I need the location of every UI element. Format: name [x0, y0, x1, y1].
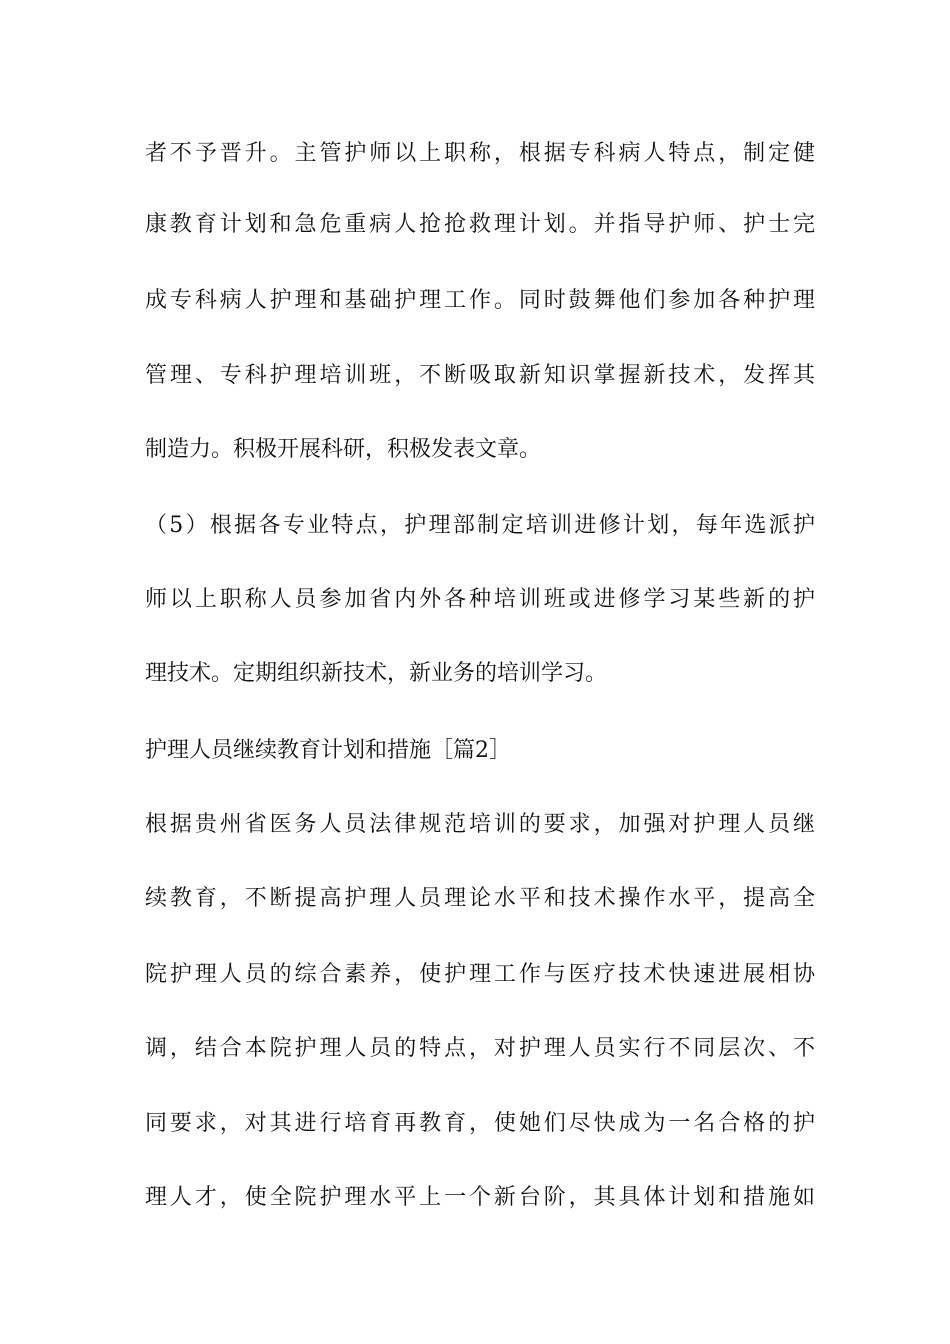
- section-heading: 护理人员继续教育计划和措施［篇2］: [145, 738, 511, 763]
- text-line: 续教育，不断提高护理人员理论水平和技术操作水平，提高全: [145, 886, 815, 911]
- text-line: 同要求，对其进行培育再教育，使她们尽快成为一名合格的护: [145, 1111, 815, 1136]
- text-line: 院护理人员的综合素养，使护理工作与医疗技术快速进展相协: [145, 962, 815, 987]
- text-line: 师以上职称人员参加省内外各种培训班或进修学习某些新的护: [145, 587, 815, 612]
- text-line: 康教育计划和急危重病人抢抢救理计划。并指导护师、护士完: [145, 212, 815, 237]
- text-line: （5）根据各专业特点，护理部制定培训进修计划，每年选派护: [145, 513, 815, 538]
- text-line: 理技术。定期组织新技术，新业务的培训学习。: [145, 661, 608, 686]
- text-line: 制造力。积极开展科研，积极发表文章。: [145, 437, 542, 462]
- text-line: 理人才，使全院护理水平上一个新台阶，其具体计划和措施如: [145, 1185, 815, 1210]
- text-line: 根据贵州省医务人员法律规范培训的要求，加强对护理人员继: [145, 812, 815, 837]
- text-line: 管理、专科护理培训班，不断吸取新知识掌握新技术，发挥其: [145, 363, 815, 388]
- text-line: 者不予晋升。主管护师以上职称，根据专科病人特点，制定健: [145, 141, 815, 166]
- text-line: 成专科病人护理和基础护理工作。同时鼓舞他们参加各种护理: [145, 288, 815, 313]
- text-line: 调，结合本院护理人员的特点，对护理人员实行不同层次、不: [145, 1036, 815, 1061]
